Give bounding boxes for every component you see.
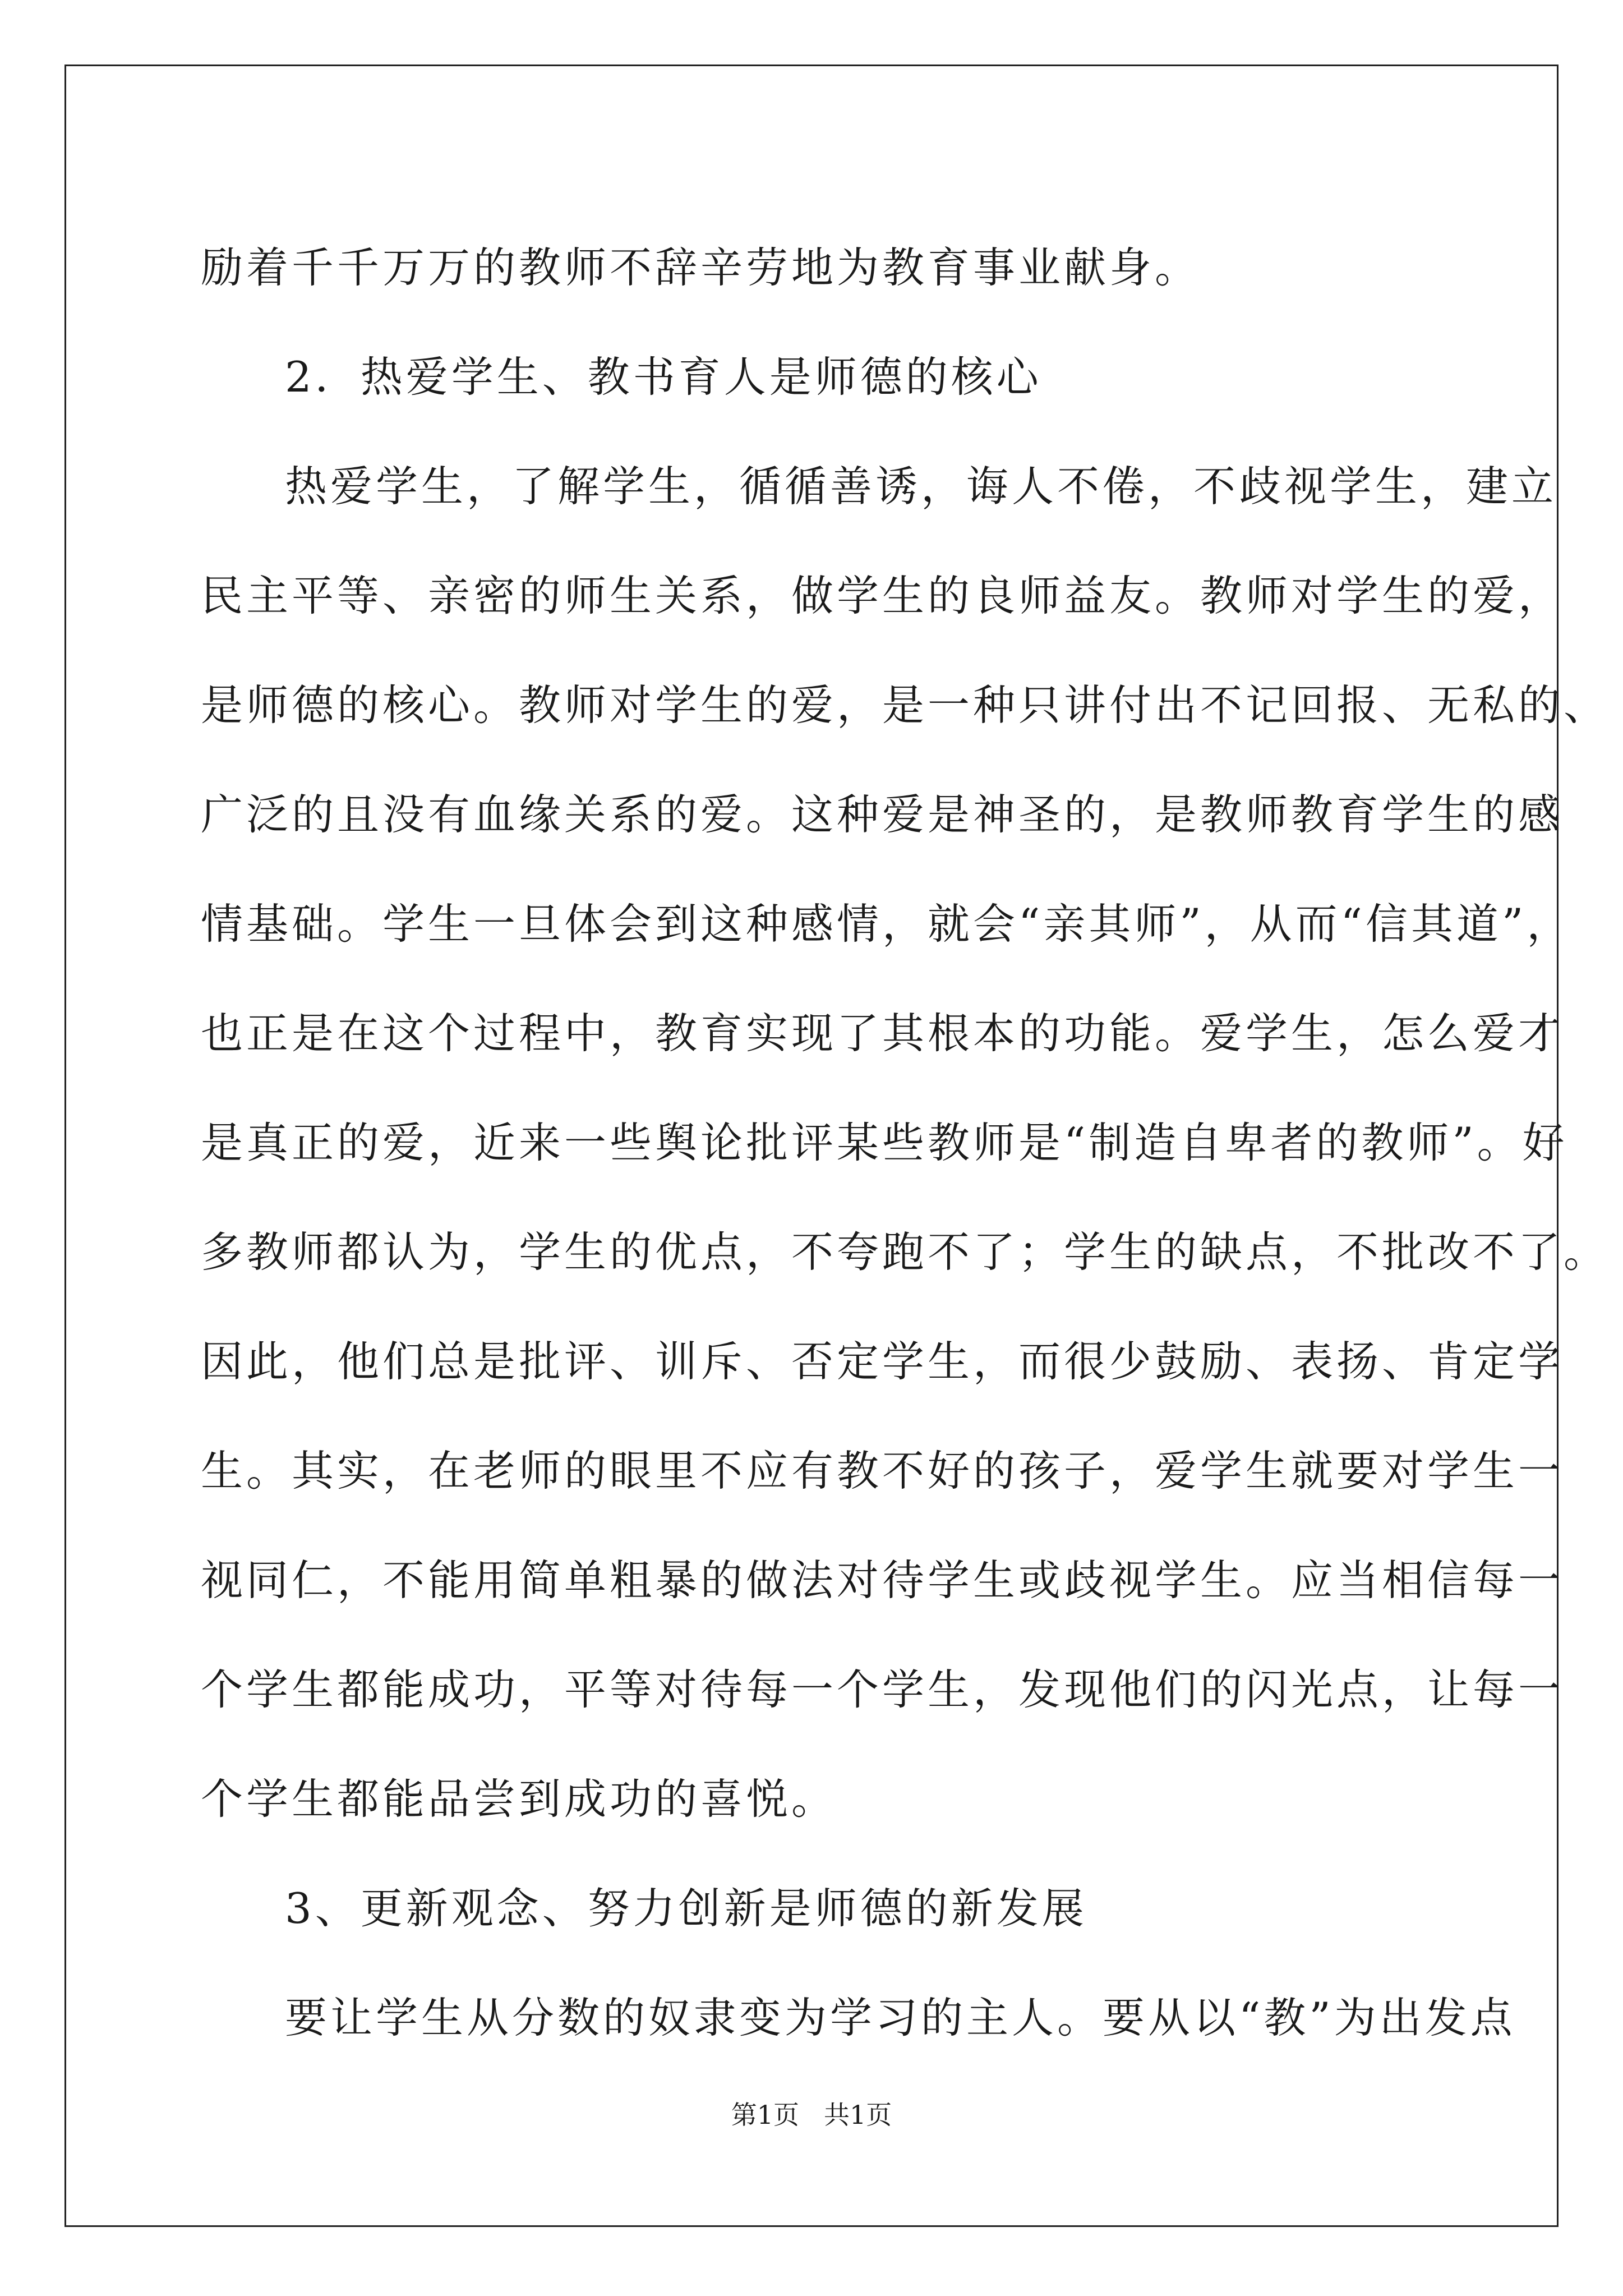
page-footer <box>0 2098 1623 2132</box>
paragraph-line: 情基础。学生一旦体会到这种感情，就会“亲其师”，从而“信其道”， <box>201 899 1573 949</box>
paragraph-line: 也正是在这个过程中，教育实现了其根本的功能。爱学生，怎么爱才 <box>201 1009 1564 1058</box>
paragraph-line: 视同仁，不能用简单粗暴的做法对待学生或歧视学生。应当相信每一 <box>201 1556 1564 1605</box>
paragraph-line: 多教师都认为，学生的优点，不夸跑不了；学生的缺点，不批改不了。 <box>201 1227 1610 1277</box>
paragraph-line: 生。其实，在老师的眼里不应有教不好的孩子，爱学生就要对学生一 <box>201 1446 1564 1496</box>
section-heading: 2．热爱学生、教书育人是师德的核心 <box>285 352 1042 402</box>
page-number: 第1页 <box>731 2100 799 2130</box>
paragraph-line: 是真正的爱，近来一些舆论批评某些教师是“制造自卑者的教师”。好 <box>201 1118 1568 1167</box>
paragraph-line: 要让学生从分数的奴隶变为学习的主人。要从以“教”为出发点 <box>285 1993 1516 2042</box>
paragraph-line: 励着千千万万的教师不辞辛劳地为教育事业献身。 <box>201 243 1201 292</box>
paragraph-line: 民主平等、亲密的师生关系，做学生的良师益友。教师对学生的爱， <box>201 571 1564 620</box>
paragraph-line: 是师德的核心。教师对学生的爱，是一种只讲付出不记回报、无私的、 <box>201 680 1610 730</box>
section-heading: 3、更新观念、努力创新是师德的新发展 <box>285 1884 1087 1933</box>
document-body <box>201 213 1610 2073</box>
paragraph-line: 热爱学生，了解学生，循循善诱，诲人不倦，不歧视学生，建立 <box>285 462 1557 511</box>
paragraph-line: 个学生都能品尝到成功的喜悦。 <box>201 1774 837 1824</box>
paragraph-line: 广泛的且没有血缘关系的爱。这种爱是神圣的，是教师教育学生的感 <box>201 790 1564 839</box>
paragraph-line: 因此，他们总是批评、训斥、否定学生，而很少鼓励、表扬、肯定学 <box>201 1337 1564 1386</box>
paragraph-line: 个学生都能成功，平等对待每一个学生，发现他们的闪光点，让每一 <box>201 1665 1564 1714</box>
page-total: 共1页 <box>824 2100 892 2130</box>
